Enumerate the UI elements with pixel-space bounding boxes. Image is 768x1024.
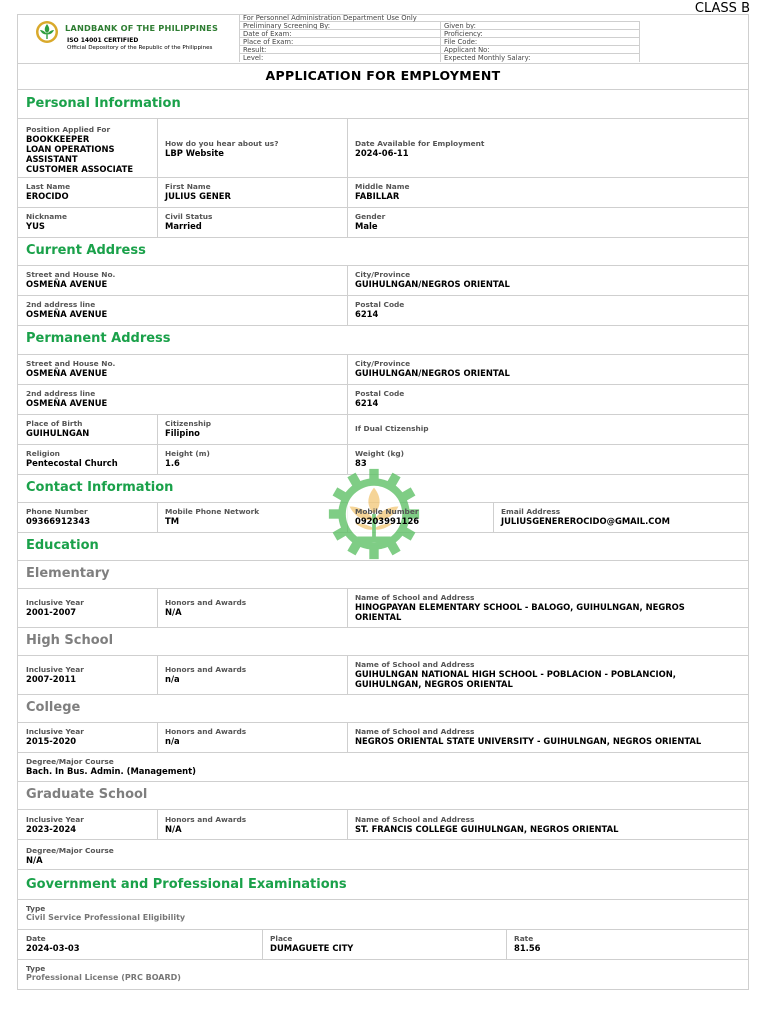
field-value: 09366912343 (26, 516, 91, 526)
field-label: How do you hear about us? (165, 139, 279, 148)
admin-field-exam-date: Date of Exam: (239, 30, 440, 38)
admin-field-given-by: Given by: (440, 22, 640, 30)
page-title: APPLICATION FOR EMPLOYMENT (265, 68, 501, 83)
divider (17, 588, 749, 589)
admin-use-box (239, 14, 640, 63)
divider (17, 929, 749, 930)
field-current-street (26, 270, 356, 289)
divider (17, 207, 749, 208)
field-label: First Name (165, 182, 211, 191)
field-value: 1.6 (165, 458, 180, 468)
field-label: Inclusive Year (26, 727, 84, 736)
field-label: Degree/Major Course (26, 846, 114, 855)
field-value: n/a (165, 674, 180, 684)
field-value: OSMEÑA AVENUE (26, 279, 108, 289)
field-label: Nickname (26, 212, 67, 221)
field-college-degree (26, 757, 356, 776)
field-label: If Dual Ctizenship (355, 424, 429, 433)
field-value: Bach. In Bus. Admin. (Management) (26, 766, 196, 776)
field-current-line2 (26, 300, 356, 319)
field-label: Mobile Number (355, 507, 419, 516)
field-value: FABILLAR (355, 191, 400, 201)
field-exam-type-1 (26, 904, 356, 923)
bank-tagline: Official Depository of the Republic of the Philippines (67, 45, 213, 51)
field-value: JULIUSGENEREROCIDO@GMAIL.COM (501, 516, 670, 526)
field-value: N/A (165, 824, 182, 834)
divider (17, 414, 749, 415)
field-label: Name of School and Address (355, 727, 475, 736)
field-permanent-street (26, 359, 356, 378)
field-gender (355, 212, 685, 231)
divider (17, 899, 749, 900)
field-label: Last Name (26, 182, 71, 191)
field-elem-school (355, 593, 740, 622)
field-label: Middle Name (355, 182, 410, 191)
admin-field-result: Result: (239, 46, 440, 54)
field-exam-date (26, 934, 256, 953)
field-label: Inclusive Year (26, 665, 84, 674)
field-permanent-postal (355, 389, 685, 408)
field-value: OSMEÑA AVENUE (26, 398, 108, 408)
field-exam-place (270, 934, 500, 953)
field-label: Place of Birth (26, 419, 83, 428)
section-heading-contact: Contact Information (26, 480, 174, 495)
divider (17, 295, 749, 296)
field-label: Postal Code (355, 300, 405, 309)
field-mobile-number (355, 507, 485, 526)
divider (17, 384, 749, 385)
divider (17, 118, 749, 119)
divider (17, 869, 749, 870)
field-label: Place (270, 934, 293, 943)
divider (17, 959, 749, 960)
divider (17, 354, 749, 355)
field-value: OSMEÑA AVENUE (26, 309, 108, 319)
section-heading-education: Education (26, 538, 99, 553)
field-middle-name (355, 182, 685, 201)
field-hs-school (355, 660, 740, 689)
admin-caption: For Personnel Administration Department Use Only (239, 14, 640, 22)
field-value: HINOGPAYAN ELEMENTARY SCHOOL - BALOGO, GUIHULNGAN, NEGROS ORIENTAL (355, 602, 685, 622)
field-value: 2015-2020 (26, 736, 77, 746)
field-value: 81.56 (514, 943, 541, 953)
bank-name: LANDBANK OF THE PHILIPPINES (65, 23, 219, 33)
field-current-postal (355, 300, 685, 319)
field-label: Name of School and Address (355, 815, 475, 824)
field-value: OSMEÑA AVENUE (26, 368, 108, 378)
field-value: 6214 (355, 309, 379, 319)
divider (17, 809, 749, 810)
field-value: GUIHULNGAN NATIONAL HIGH SCHOOL - POBLACION - POBLANCION, GUIHULNGAN, NEGROS ORIENTAL (355, 669, 676, 689)
field-label: Height (m) (165, 449, 210, 458)
field-label: Street and House No. (26, 270, 116, 279)
field-value: NEGROS ORIENTAL STATE UNIVERSITY - GUIHULNGAN, NEGROS ORIENTAL (355, 736, 702, 746)
field-value: N/A (165, 607, 182, 617)
divider (17, 89, 749, 90)
field-permanent-city (355, 359, 685, 378)
field-permanent-line2 (26, 389, 356, 408)
divider (17, 839, 749, 840)
divider (17, 325, 749, 326)
field-value: 2007-2011 (26, 674, 77, 684)
field-value: ST. FRANCIS COLLEGE GUIHULNGAN, NEGROS ORIENTAL (355, 824, 619, 834)
field-value: DUMAGUETE CITY (270, 943, 354, 953)
section-heading-current-address: Current Address (26, 243, 146, 258)
field-grad-degree (26, 846, 356, 865)
field-label: Honors and Awards (165, 815, 247, 824)
field-value: GUIHULNGAN (26, 428, 90, 438)
divider (17, 694, 749, 695)
field-label: Citizenship (165, 419, 212, 428)
section-heading-exams: Government and Professional Examinations (26, 877, 347, 892)
admin-field-applicant-no: Applicant No: (440, 46, 640, 54)
admin-field-salary: Expected Monthly Salary: (440, 54, 640, 62)
field-label: Type (26, 904, 46, 913)
bank-header (17, 14, 239, 63)
divider (17, 177, 749, 178)
field-value: 83 (355, 458, 367, 468)
field-label: Gender (355, 212, 386, 221)
section-heading-permanent-address: Permanent Address (26, 331, 171, 346)
field-label: Name of School and Address (355, 593, 475, 602)
field-label: Phone Number (26, 507, 88, 516)
field-value: Married (165, 221, 202, 231)
field-dual-citizenship (355, 424, 685, 433)
field-label: Honors and Awards (165, 665, 247, 674)
field-label: Civil Status (165, 212, 213, 221)
field-label: Religion (26, 449, 60, 458)
field-value: GUIHULNGAN/NEGROS ORIENTAL (355, 368, 510, 378)
field-value: LBP Website (165, 148, 224, 158)
field-value: Male (355, 221, 378, 231)
section-heading-personal: Personal Information (26, 96, 181, 111)
field-label: Position Applied For (26, 125, 111, 134)
admin-field-screening: Preliminary Screening By: (239, 22, 440, 30)
field-label: 2nd address line (26, 300, 96, 309)
field-college-school (355, 727, 740, 746)
field-exam-rate (514, 934, 734, 953)
field-label: City/Province (355, 270, 411, 279)
field-label: Degree/Major Course (26, 757, 114, 766)
field-value: Professional License (PRC BOARD) (26, 973, 181, 982)
admin-field-proficiency: Proficiency: (440, 30, 640, 38)
field-value: Filipino (165, 428, 200, 438)
field-date-available (355, 139, 685, 158)
divider (17, 655, 749, 656)
divider (17, 237, 749, 238)
field-value: 2024-06-11 (355, 148, 409, 158)
field-exam-type-2 (26, 964, 356, 983)
field-value: N/A (26, 855, 43, 865)
field-value: BOOKKEEPER LOAN OPERATIONS ASSISTANT CUSTOMER ASSOCIATE (26, 134, 134, 174)
field-label: 2nd address line (26, 389, 96, 398)
divider (17, 752, 749, 753)
divider (17, 265, 749, 266)
divider (262, 929, 263, 959)
field-label: Rate (514, 934, 534, 943)
field-email (501, 507, 741, 526)
field-label: Email Address (501, 507, 561, 516)
field-label: Inclusive Year (26, 815, 84, 824)
field-label: Honors and Awards (165, 727, 247, 736)
field-label: City/Province (355, 359, 411, 368)
field-label: Postal Code (355, 389, 405, 398)
field-weight (355, 449, 685, 468)
admin-field-exam-place: Place of Exam: (239, 38, 440, 46)
field-label: Inclusive Year (26, 598, 84, 607)
admin-field-file-code: File Code: (440, 38, 640, 46)
field-label: Type (26, 964, 46, 973)
divider (17, 781, 749, 782)
divider (17, 722, 749, 723)
class-label: CLASS B (694, 1, 750, 16)
subsection-heading-elementary: Elementary (26, 566, 110, 581)
field-label: Honors and Awards (165, 598, 247, 607)
field-value: 2024-03-03 (26, 943, 80, 953)
divider (17, 63, 749, 64)
divider (17, 627, 749, 628)
field-label: Date Available for Employment (355, 139, 485, 148)
field-value: EROCIDO (26, 191, 69, 201)
field-label: Street and House No. (26, 359, 116, 368)
field-value: 09203991126 (355, 516, 420, 526)
field-value: TM (165, 516, 180, 526)
field-value: n/a (165, 736, 180, 746)
field-grad-school (355, 815, 740, 834)
field-label: Weight (kg) (355, 449, 405, 458)
field-value: JULIUS GENER (165, 191, 231, 201)
divider (17, 444, 749, 445)
iso-certification: ISO 14001 CERTIFIED (67, 37, 139, 44)
landbank-logo-icon (35, 20, 59, 44)
subsection-heading-graduate: Graduate School (26, 787, 148, 802)
field-value: Civil Service Professional Eligibility (26, 913, 186, 922)
subsection-heading-college: College (26, 700, 81, 715)
field-label: Date (26, 934, 46, 943)
admin-field-level: Level: (239, 54, 440, 62)
subsection-heading-high-school: High School (26, 633, 114, 648)
field-value: YUS (26, 221, 45, 231)
field-value: 2023-2024 (26, 824, 77, 834)
field-value: Pentecostal Church (26, 458, 118, 468)
field-current-city (355, 270, 685, 289)
field-value: GUIHULNGAN/NEGROS ORIENTAL (355, 279, 510, 289)
field-label: Name of School and Address (355, 660, 475, 669)
field-label: Mobile Phone Network (165, 507, 260, 516)
divider (506, 929, 507, 959)
field-value: 2001-2007 (26, 607, 77, 617)
field-value: 6214 (355, 398, 379, 408)
